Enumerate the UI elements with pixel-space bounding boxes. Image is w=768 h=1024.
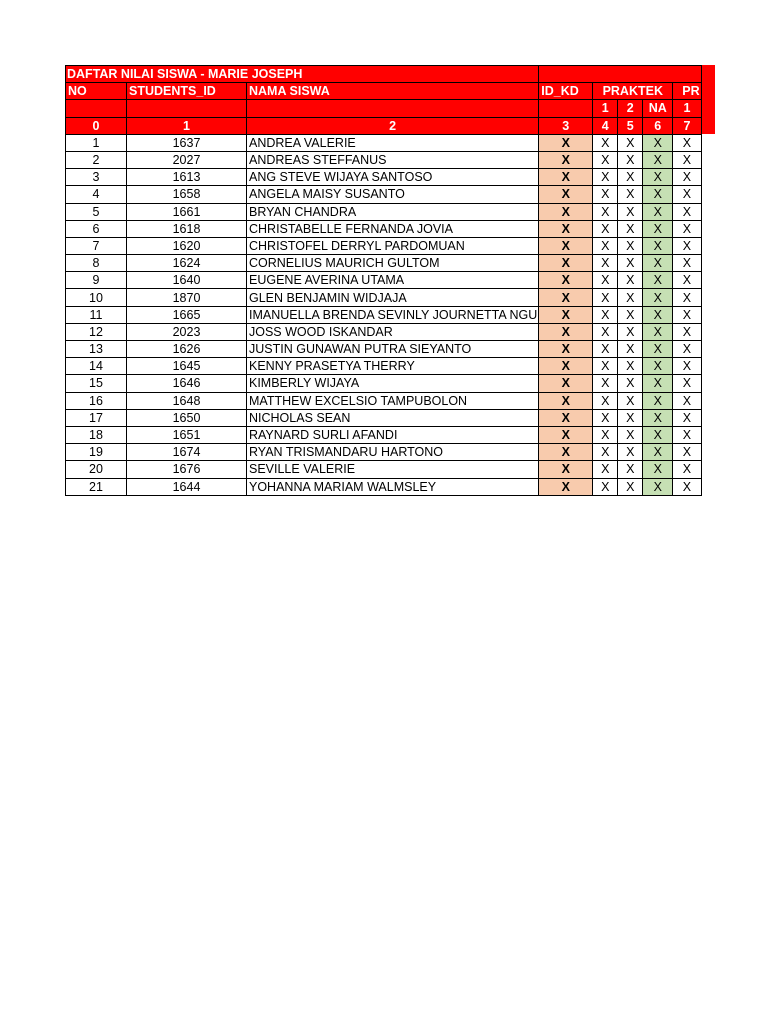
cell-praktek-1[interactable]: X: [593, 151, 618, 168]
cell-praktek-2[interactable]: X: [618, 341, 643, 358]
cell-praktek-na[interactable]: X: [643, 426, 673, 443]
table-row: [66, 426, 702, 443]
cell-praktek-na[interactable]: X: [643, 203, 673, 220]
cell-id-kd[interactable]: X: [539, 323, 593, 340]
cell-student-name[interactable]: MATTHEW EXCELSIO TAMPUBOLON: [247, 392, 539, 409]
table-row: [66, 151, 702, 168]
table-row: [66, 169, 702, 186]
cell-praktek-2[interactable]: X: [618, 151, 643, 168]
cell-next-1[interactable]: X: [673, 358, 701, 375]
cell-student-id[interactable]: 1665: [127, 306, 247, 323]
cell-id-kd[interactable]: X: [539, 358, 593, 375]
cell-student-id[interactable]: 1640: [127, 272, 247, 289]
cell-student-id[interactable]: 1648: [127, 392, 247, 409]
cell-no[interactable]: 12: [66, 323, 127, 340]
cell-next-1[interactable]: X: [673, 392, 701, 409]
cell-student-name[interactable]: NICHOLAS SEAN: [247, 409, 539, 426]
cell-next-1[interactable]: X: [673, 409, 701, 426]
cell-praktek-na[interactable]: X: [643, 478, 673, 495]
cell-student-name[interactable]: GLEN BENJAMIN WIDJAJA: [247, 289, 539, 306]
cell-no[interactable]: 18: [66, 426, 127, 443]
cell-praktek-1[interactable]: X: [593, 255, 618, 272]
cell-id-kd[interactable]: X: [539, 461, 593, 478]
cell-next-1[interactable]: X: [673, 220, 701, 237]
grade-table: [65, 65, 702, 496]
title-row: [66, 66, 702, 83]
subheader-na[interactable]: NA: [643, 100, 673, 117]
cell-praktek-1[interactable]: X: [593, 134, 618, 151]
header-id-kd[interactable]: ID_KD: [539, 83, 593, 100]
table-row: [66, 323, 702, 340]
cell-next-1[interactable]: X: [673, 203, 701, 220]
index-cell[interactable]: 7: [673, 117, 701, 134]
subheader-empty-4[interactable]: [539, 100, 593, 117]
cell-no[interactable]: 1: [66, 134, 127, 151]
index-cell[interactable]: 1: [127, 117, 247, 134]
cell-id-kd[interactable]: X: [539, 169, 593, 186]
subheader-empty-1[interactable]: [66, 100, 127, 117]
cell-praktek-1[interactable]: X: [593, 358, 618, 375]
cell-next-1[interactable]: X: [673, 289, 701, 306]
cell-praktek-1[interactable]: X: [593, 409, 618, 426]
cell-praktek-na[interactable]: X: [643, 255, 673, 272]
cell-student-id[interactable]: 1674: [127, 444, 247, 461]
table-row: [66, 203, 702, 220]
cell-student-name[interactable]: JOSS WOOD ISKANDAR: [247, 323, 539, 340]
index-cell[interactable]: 5: [618, 117, 643, 134]
cell-praktek-na[interactable]: X: [643, 237, 673, 254]
table-row: [66, 237, 702, 254]
cell-student-name[interactable]: EUGENE AVERINA UTAMA: [247, 272, 539, 289]
cell-praktek-1[interactable]: X: [593, 203, 618, 220]
cell-praktek-2[interactable]: X: [618, 220, 643, 237]
cell-id-kd[interactable]: X: [539, 237, 593, 254]
cell-praktek-2[interactable]: X: [618, 134, 643, 151]
cell-no[interactable]: 2: [66, 151, 127, 168]
header-praktek-next[interactable]: PR: [673, 83, 701, 100]
cell-no[interactable]: 9: [66, 272, 127, 289]
cell-praktek-na[interactable]: X: [643, 306, 673, 323]
cell-id-kd[interactable]: X: [539, 306, 593, 323]
cell-id-kd[interactable]: X: [539, 409, 593, 426]
cell-no[interactable]: 8: [66, 255, 127, 272]
cell-no[interactable]: 15: [66, 375, 127, 392]
cell-student-id[interactable]: 1646: [127, 375, 247, 392]
cell-next-1[interactable]: X: [673, 375, 701, 392]
cell-praktek-2[interactable]: X: [618, 203, 643, 220]
cell-praktek-1[interactable]: X: [593, 392, 618, 409]
header-nama-siswa[interactable]: NAMA SISWA: [247, 83, 539, 100]
cell-no[interactable]: 6: [66, 220, 127, 237]
cell-no[interactable]: 11: [66, 306, 127, 323]
cell-praktek-2[interactable]: X: [618, 461, 643, 478]
cell-student-id[interactable]: 1661: [127, 203, 247, 220]
cell-praktek-2[interactable]: X: [618, 426, 643, 443]
cell-praktek-2[interactable]: X: [618, 289, 643, 306]
cell-student-name[interactable]: ANGELA MAISY SUSANTO: [247, 186, 539, 203]
table-row: [66, 392, 702, 409]
cell-praktek-1[interactable]: X: [593, 220, 618, 237]
cell-next-1[interactable]: X: [673, 237, 701, 254]
cell-praktek-1[interactable]: X: [593, 237, 618, 254]
index-cell[interactable]: 2: [247, 117, 539, 134]
cell-praktek-1[interactable]: X: [593, 272, 618, 289]
cell-student-name[interactable]: ANG STEVE WIJAYA SANTOSO: [247, 169, 539, 186]
index-cell[interactable]: 4: [593, 117, 618, 134]
cell-id-kd[interactable]: X: [539, 134, 593, 151]
cell-student-name[interactable]: ANDREAS STEFFANUS: [247, 151, 539, 168]
title-row-right-cell[interactable]: [539, 66, 701, 83]
cell-praktek-1[interactable]: X: [593, 375, 618, 392]
cell-student-id[interactable]: 1870: [127, 289, 247, 306]
index-cell[interactable]: 6: [643, 117, 673, 134]
cell-praktek-na[interactable]: X: [643, 169, 673, 186]
cell-praktek-na[interactable]: X: [643, 323, 673, 340]
cell-id-kd[interactable]: X: [539, 220, 593, 237]
table-row: [66, 186, 702, 203]
cell-praktek-2[interactable]: X: [618, 237, 643, 254]
cell-id-kd[interactable]: X: [539, 392, 593, 409]
cell-student-id[interactable]: 1620: [127, 237, 247, 254]
header-row: [66, 83, 702, 100]
cell-praktek-1[interactable]: X: [593, 444, 618, 461]
cell-praktek-2[interactable]: X: [618, 358, 643, 375]
cell-id-kd[interactable]: X: [539, 272, 593, 289]
cell-student-name[interactable]: JUSTIN GUNAWAN PUTRA SIEYANTO: [247, 341, 539, 358]
cell-praktek-1[interactable]: X: [593, 341, 618, 358]
cell-student-name[interactable]: IMANUELLA BRENDA SEVINLY JOURNETTA NGU: [247, 306, 539, 323]
cell-praktek-1[interactable]: X: [593, 461, 618, 478]
cell-no[interactable]: 20: [66, 461, 127, 478]
cell-praktek-2[interactable]: X: [618, 478, 643, 495]
cell-next-1[interactable]: X: [673, 255, 701, 272]
cell-id-kd[interactable]: X: [539, 151, 593, 168]
cell-praktek-1[interactable]: X: [593, 289, 618, 306]
cell-no[interactable]: 21: [66, 478, 127, 495]
cell-no[interactable]: 3: [66, 169, 127, 186]
subheader-p1[interactable]: 1: [593, 100, 618, 117]
cell-next-1[interactable]: X: [673, 306, 701, 323]
cell-praktek-2[interactable]: X: [618, 409, 643, 426]
cell-no[interactable]: 10: [66, 289, 127, 306]
cell-next-1[interactable]: X: [673, 323, 701, 340]
cell-praktek-na[interactable]: X: [643, 220, 673, 237]
cell-praktek-na[interactable]: X: [643, 375, 673, 392]
cell-praktek-na[interactable]: X: [643, 358, 673, 375]
cell-student-id[interactable]: 1624: [127, 255, 247, 272]
cell-student-name[interactable]: KENNY PRASETYA THERRY: [247, 358, 539, 375]
cell-praktek-2[interactable]: X: [618, 306, 643, 323]
cell-praktek-2[interactable]: X: [618, 323, 643, 340]
cell-praktek-1[interactable]: X: [593, 306, 618, 323]
cell-praktek-na[interactable]: X: [643, 341, 673, 358]
cell-student-id[interactable]: 2023: [127, 323, 247, 340]
cell-id-kd[interactable]: X: [539, 203, 593, 220]
table-row: [66, 220, 702, 237]
cell-next-1[interactable]: X: [673, 134, 701, 151]
cell-praktek-na[interactable]: X: [643, 461, 673, 478]
cell-id-kd[interactable]: X: [539, 426, 593, 443]
cell-student-id[interactable]: 1645: [127, 358, 247, 375]
cell-praktek-na[interactable]: X: [643, 186, 673, 203]
header-praktek[interactable]: PRAKTEK: [593, 83, 673, 100]
cell-praktek-2[interactable]: X: [618, 255, 643, 272]
cell-student-name[interactable]: CHRISTOFEL DERRYL PARDOMUAN: [247, 237, 539, 254]
table-row: [66, 444, 702, 461]
cell-student-id[interactable]: 1658: [127, 186, 247, 203]
subheader-empty-2[interactable]: [127, 100, 247, 117]
cell-next-1[interactable]: X: [673, 444, 701, 461]
subheader-p2[interactable]: 2: [618, 100, 643, 117]
cell-praktek-2[interactable]: X: [618, 444, 643, 461]
spreadsheet: [65, 65, 702, 496]
cell-next-1[interactable]: X: [673, 272, 701, 289]
table-row: [66, 306, 702, 323]
cell-no[interactable]: 4: [66, 186, 127, 203]
title-cell[interactable]: [66, 66, 539, 83]
cell-student-name[interactable]: CHRISTABELLE FERNANDA JOVIA: [247, 220, 539, 237]
cell-praktek-na[interactable]: X: [643, 289, 673, 306]
cell-id-kd[interactable]: X: [539, 341, 593, 358]
cell-student-id[interactable]: 1626: [127, 341, 247, 358]
cell-student-name[interactable]: KIMBERLY WIJAYA: [247, 375, 539, 392]
cell-student-id[interactable]: 1650: [127, 409, 247, 426]
cell-next-1[interactable]: X: [673, 186, 701, 203]
table-row: [66, 341, 702, 358]
table-row: [66, 375, 702, 392]
cell-student-id[interactable]: 1637: [127, 134, 247, 151]
cell-student-name[interactable]: CORNELIUS MAURICH GULTOM: [247, 255, 539, 272]
cell-praktek-2[interactable]: X: [618, 186, 643, 203]
sheet-title: DAFTAR NILAI SISWA - MARIE JOSEPH: [67, 67, 303, 81]
cell-praktek-2[interactable]: X: [618, 392, 643, 409]
cell-no[interactable]: 14: [66, 358, 127, 375]
cell-id-kd[interactable]: X: [539, 444, 593, 461]
cell-id-kd[interactable]: X: [539, 255, 593, 272]
cell-praktek-na[interactable]: X: [643, 444, 673, 461]
cell-praktek-1[interactable]: X: [593, 426, 618, 443]
index-cell[interactable]: 3: [539, 117, 593, 134]
cell-id-kd[interactable]: X: [539, 289, 593, 306]
cell-no[interactable]: 13: [66, 341, 127, 358]
cell-id-kd[interactable]: X: [539, 186, 593, 203]
cell-next-1[interactable]: X: [673, 478, 701, 495]
cell-student-id[interactable]: 1676: [127, 461, 247, 478]
cell-no[interactable]: 16: [66, 392, 127, 409]
cell-student-name[interactable]: RAYNARD SURLI AFANDI: [247, 426, 539, 443]
cell-praktek-na[interactable]: X: [643, 151, 673, 168]
cell-praktek-na[interactable]: X: [643, 392, 673, 409]
table-row: [66, 461, 702, 478]
cell-praktek-1[interactable]: X: [593, 323, 618, 340]
cell-id-kd[interactable]: X: [539, 375, 593, 392]
cell-next-1[interactable]: X: [673, 426, 701, 443]
cell-praktek-2[interactable]: X: [618, 272, 643, 289]
subheader-next1[interactable]: 1: [673, 100, 701, 117]
cell-praktek-1[interactable]: X: [593, 169, 618, 186]
cell-praktek-2[interactable]: X: [618, 169, 643, 186]
table-row: [66, 409, 702, 426]
cell-praktek-1[interactable]: X: [593, 478, 618, 495]
cell-student-id[interactable]: 1651: [127, 426, 247, 443]
header-no[interactable]: NO: [66, 83, 127, 100]
table-row: [66, 358, 702, 375]
table-row: [66, 134, 702, 151]
index-cell[interactable]: 0: [66, 117, 127, 134]
table-row: [66, 255, 702, 272]
cell-student-name[interactable]: RYAN TRISMANDARU HARTONO: [247, 444, 539, 461]
cell-student-name[interactable]: BRYAN CHANDRA: [247, 203, 539, 220]
cell-no[interactable]: 17: [66, 409, 127, 426]
cell-no[interactable]: 19: [66, 444, 127, 461]
subheader-row: [66, 100, 702, 117]
cell-praktek-na[interactable]: X: [643, 272, 673, 289]
cell-student-id[interactable]: 1644: [127, 478, 247, 495]
cell-student-id[interactable]: 2027: [127, 151, 247, 168]
cell-praktek-na[interactable]: X: [643, 134, 673, 151]
subheader-empty-3[interactable]: [247, 100, 539, 117]
cell-next-1[interactable]: X: [673, 169, 701, 186]
cell-next-1[interactable]: X: [673, 341, 701, 358]
cell-student-id[interactable]: 1613: [127, 169, 247, 186]
cell-no[interactable]: 5: [66, 203, 127, 220]
table-row: [66, 289, 702, 306]
table-row: [66, 272, 702, 289]
cell-id-kd[interactable]: X: [539, 478, 593, 495]
cell-praktek-1[interactable]: X: [593, 186, 618, 203]
cell-no[interactable]: 7: [66, 237, 127, 254]
cell-next-1[interactable]: X: [673, 461, 701, 478]
cell-praktek-na[interactable]: X: [643, 409, 673, 426]
index-row: [66, 117, 702, 134]
cell-student-id[interactable]: 1618: [127, 220, 247, 237]
table-row: [66, 478, 702, 495]
cell-student-name[interactable]: YOHANNA MARIAM WALMSLEY: [247, 478, 539, 495]
cell-praktek-2[interactable]: X: [618, 375, 643, 392]
cell-student-name[interactable]: ANDREA VALERIE: [247, 134, 539, 151]
cell-next-1[interactable]: X: [673, 151, 701, 168]
cell-student-name[interactable]: SEVILLE VALERIE: [247, 461, 539, 478]
header-students-id[interactable]: STUDENTS_ID: [127, 83, 247, 100]
